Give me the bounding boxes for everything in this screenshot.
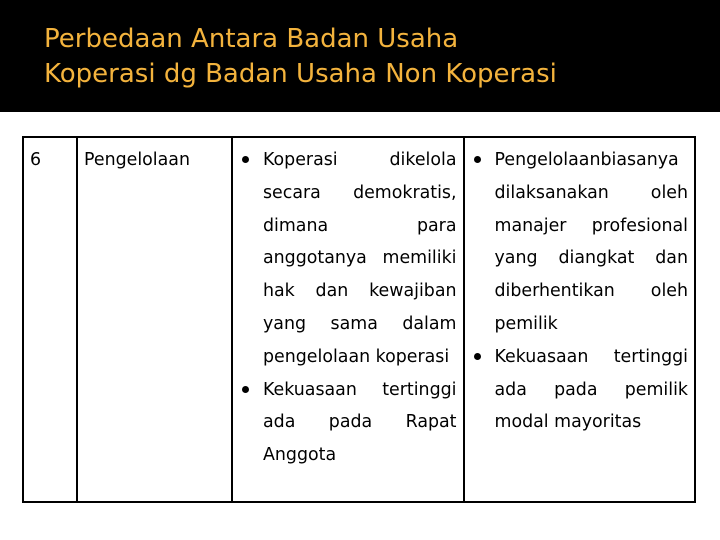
bullet-icon bbox=[474, 156, 481, 163]
bullet-icon bbox=[242, 386, 249, 393]
row-label-cell: Pengelolaan bbox=[77, 137, 232, 502]
list-item-text: Koperasi dikelola secara demokratis, dimana para anggotanya memiliki hak dan kewajiban yang sama dalam pengelolaan koperasi bbox=[263, 150, 457, 367]
bullet-icon bbox=[474, 353, 481, 360]
slide-title-line-2: Koperasi dg Badan Usaha Non Koperasi bbox=[44, 59, 557, 89]
list-item-text: Pengelolaanbiasanya dilaksanakan oleh manajer profesional yang diangkat dan diberhentikan oleh pemilik bbox=[494, 150, 688, 334]
list-item-text: Kekuasaan tertinggi ada pada pemilik modal mayoritas bbox=[494, 346, 688, 433]
list-item bbox=[471, 144, 689, 341]
koperasi-list bbox=[239, 144, 457, 472]
comparison-table bbox=[22, 136, 696, 503]
table-row bbox=[23, 137, 695, 502]
non-koperasi-cell bbox=[464, 137, 696, 502]
list-item bbox=[239, 374, 457, 472]
slide-title-line-1: Perbedaan Antara Badan Usaha bbox=[44, 24, 459, 54]
list-item bbox=[239, 144, 457, 374]
bullet-icon bbox=[242, 156, 249, 163]
title-bar bbox=[0, 0, 720, 112]
non-koperasi-list bbox=[471, 144, 689, 439]
row-number-cell: 6 bbox=[23, 137, 77, 502]
list-item bbox=[471, 341, 689, 439]
list-item-text: Kekuasaan tertinggi ada pada Rapat Anggota bbox=[263, 379, 457, 466]
slide-title bbox=[44, 22, 714, 92]
koperasi-cell bbox=[232, 137, 464, 502]
